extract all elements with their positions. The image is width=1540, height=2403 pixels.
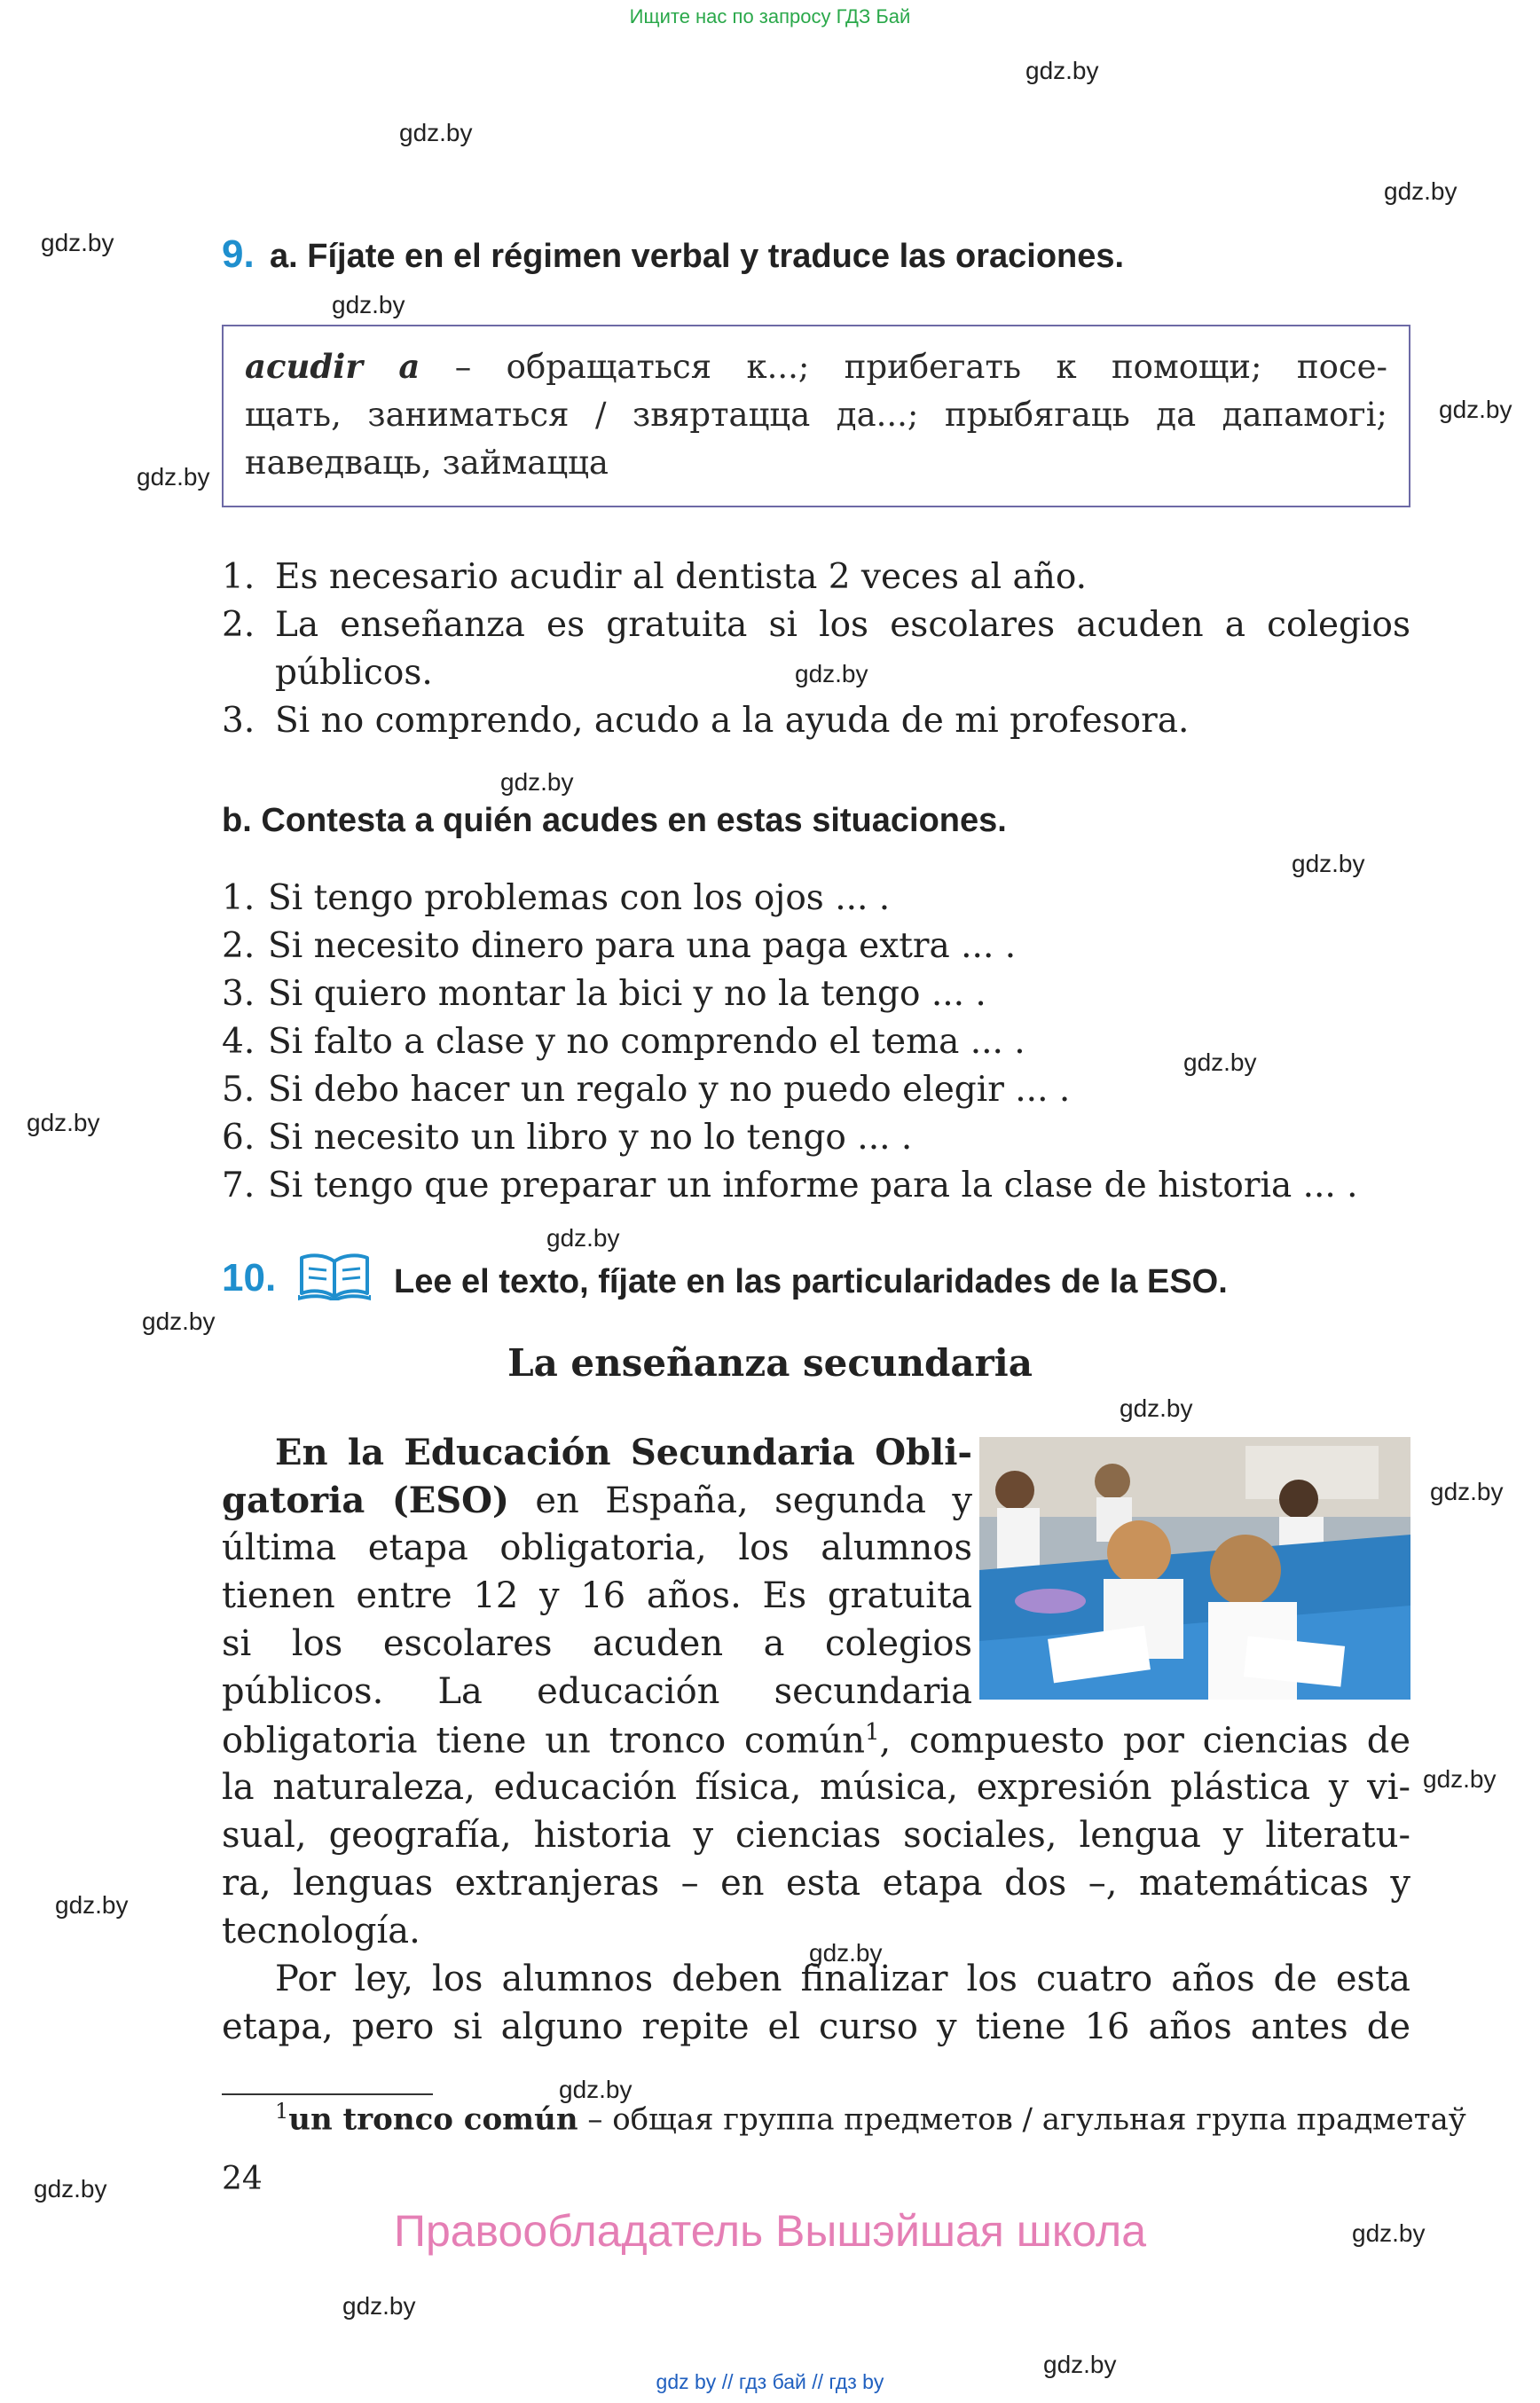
item-text: La enseñanza es gratuita si los escolares acuden a colegios xyxy=(275,605,1410,645)
watermark: gdz.by xyxy=(809,1939,883,1967)
watermark: gdz.by xyxy=(41,229,114,256)
watermark: gdz.by xyxy=(34,2175,107,2203)
text-line: públicos. La educación secundaria xyxy=(222,1671,972,1712)
vocab-line: наведваць, займацца xyxy=(245,444,609,482)
item-text: Si tengo que preparar un informe para la clase de historia ... . xyxy=(268,1166,1358,1205)
item-text: Si debo hacer un regalo y no puedo elegir ... . xyxy=(268,1070,1071,1110)
bold-text: gatoria (ESO) xyxy=(222,1480,509,1521)
footnote-marker: 1 xyxy=(864,1719,880,1746)
exercise-number: 10. xyxy=(222,1256,277,1300)
watermark: gdz.by xyxy=(142,1308,216,1335)
item-number: 1. xyxy=(222,557,255,597)
watermark: gdz.by xyxy=(1025,57,1099,84)
vocab-term: acudir a xyxy=(245,347,420,386)
watermark: gdz.by xyxy=(559,2076,632,2103)
item-text: Es necesario acudir al dentista 2 veces al año. xyxy=(275,557,1088,597)
watermark: gdz.by xyxy=(137,463,210,491)
watermark: gdz.by xyxy=(1043,2351,1117,2378)
footnote xyxy=(275,2099,1466,2137)
text-line: última etapa obligatoria, los alumnos xyxy=(222,1527,972,1568)
footnote-text: – общая группа предметов / агульная група прадметаў xyxy=(578,2101,1466,2138)
text-heading: La enseñanza secundaria xyxy=(507,1341,1033,1385)
item-number: 3. xyxy=(222,701,255,741)
item-text: Si necesito dinero para una paga extra ... . xyxy=(268,926,1017,966)
footnote-divider xyxy=(222,2093,433,2095)
watermark: gdz.by xyxy=(27,1109,100,1136)
text-line xyxy=(222,1480,972,1521)
watermark: gdz.by xyxy=(1183,1048,1257,1076)
item-text: Si falto a clase y no comprendo el tema ... . xyxy=(268,1022,1025,1062)
top-banner: Ищите нас по запросу ГДЗ Бай xyxy=(629,5,911,27)
bold-text: En la Educación Secundaria Obli- xyxy=(275,1432,972,1473)
item-text: Si tengo problemas con los ojos ... . xyxy=(268,878,891,918)
watermark: gdz.by xyxy=(1430,1478,1504,1505)
text-span: , compuesto por ciencias de xyxy=(879,1720,1410,1762)
text-line: si los escolares acuden a colegios xyxy=(222,1623,972,1664)
watermark: gdz.by xyxy=(1439,396,1512,423)
text-line: la naturaleza, educación física, música, expresión plástica y vi- xyxy=(222,1767,1410,1808)
page-number: 24 xyxy=(222,2161,263,2197)
watermark: gdz.by xyxy=(546,1224,620,1252)
text-line: sual, geografía, historia y ciencias sociales, lengua y literatu- xyxy=(222,1815,1410,1856)
item-number: 5. xyxy=(222,1070,255,1110)
item-number: 1. xyxy=(222,878,255,918)
item-number: 6. xyxy=(222,1118,255,1158)
item-text: públicos. xyxy=(275,653,433,693)
text-line: etapa, pero si alguno repite el curso y tiene 16 años antes de xyxy=(222,2006,1410,2047)
item-text: Si necesito un libro y no lo tengo ... . xyxy=(268,1118,913,1158)
item-number: 3. xyxy=(222,974,255,1014)
text-line xyxy=(275,1432,972,1473)
item-text: Si quiero montar la bici y no la tengo ... . xyxy=(268,974,986,1014)
watermark: gdz.by xyxy=(332,291,405,318)
text-line: Por ley, los alumnos deben finalizar los cuatro años de esta xyxy=(275,1959,1410,1999)
footnote-marker: 1 xyxy=(275,2099,289,2124)
item-number: 2. xyxy=(222,605,255,645)
vocab-definition: – обращаться к...; прибегать к помощи; посе- xyxy=(420,348,1387,386)
watermark: gdz.by xyxy=(1292,850,1365,877)
item-number: 4. xyxy=(222,1022,255,1062)
watermark: gdz.by xyxy=(795,660,868,687)
exercise-number: 9. xyxy=(222,232,255,276)
item-number: 7. xyxy=(222,1166,255,1205)
text-line: ra, lenguas extranjeras – en esta etapa dos –, matemáticas y xyxy=(222,1863,1410,1904)
watermark: gdz.by xyxy=(1384,177,1458,205)
watermark: gdz.by xyxy=(1423,1765,1497,1793)
exercise-title: Lee el texto, fíjate en las particularidades de la ESO. xyxy=(394,1263,1228,1300)
text-span: en España, segunda y xyxy=(508,1480,972,1521)
watermark: gdz.by xyxy=(55,1891,129,1919)
footnote-term: un tronco común xyxy=(288,2101,578,2138)
watermark: gdz.by xyxy=(1120,1394,1193,1422)
item-text: Si no comprendo, acudo a la ayuda de mi profesora. xyxy=(275,701,1190,741)
text-line xyxy=(222,1719,1410,1761)
exercise-title-b: b. Contesta a quién acudes en estas situaciones. xyxy=(222,802,1007,839)
vocab-line: щать, заниматься / звяртацца да...; прыбягаць да дапамогі; xyxy=(245,396,1387,434)
item-number: 2. xyxy=(222,926,255,966)
rights-holder: Правообладатель Вышэйшая школа xyxy=(394,2206,1146,2256)
exercise-title-a: a. Fíjate en el régimen verbal y traduce las oraciones. xyxy=(270,238,1125,275)
text-line: tienen entre 12 y 16 años. Es gratuita xyxy=(222,1575,972,1616)
bottom-links[interactable]: gdz by // гдз бай // гдз by xyxy=(656,2370,884,2393)
text-span: obligatoria tiene un tronco común xyxy=(222,1720,865,1762)
watermark: gdz.by xyxy=(399,119,473,146)
watermark: gdz.by xyxy=(1352,2219,1426,2247)
watermark: gdz.by xyxy=(500,768,574,796)
text-line: tecnología. xyxy=(222,1911,420,1951)
watermark: gdz.by xyxy=(342,2292,416,2320)
